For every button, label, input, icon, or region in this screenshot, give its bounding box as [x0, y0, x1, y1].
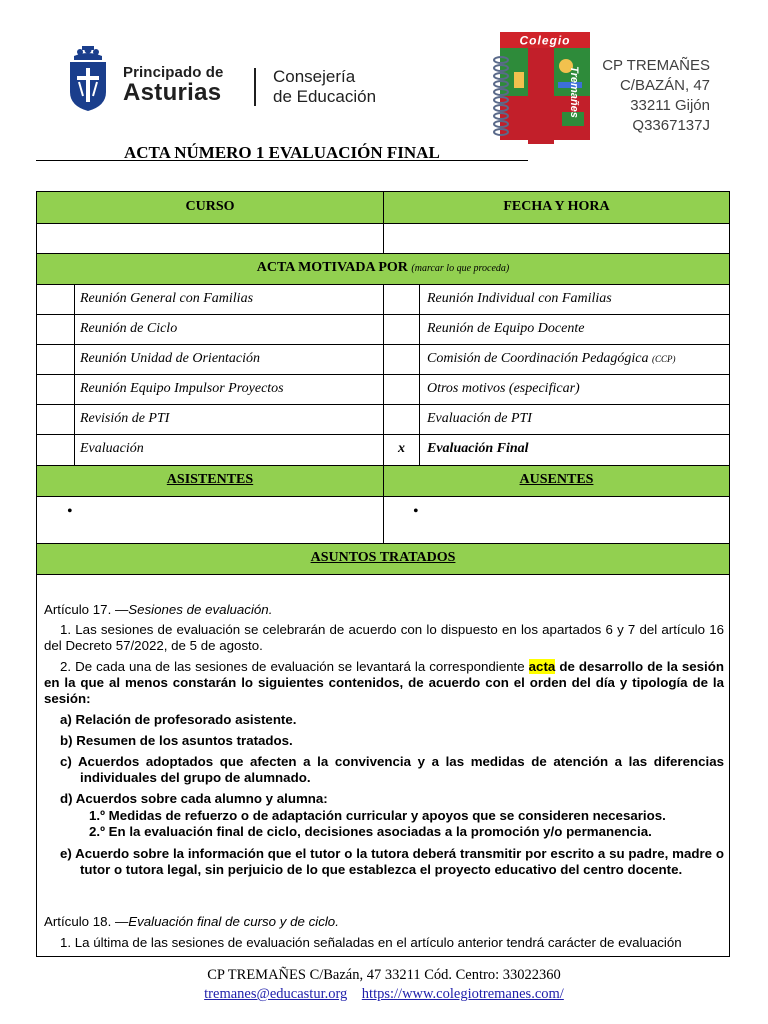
- asturias-logo: [66, 46, 406, 112]
- art17-prefix: Artículo 17. —: [44, 602, 129, 617]
- option-label: Reunión General con Familias: [80, 291, 254, 306]
- curso-label: CURSO: [185, 199, 235, 214]
- fecha-label: FECHA Y HORA: [503, 199, 610, 214]
- art18-title: Evaluación final de curso y de ciclo.: [128, 914, 339, 929]
- item-d: d) Acuerdos sobre cada alumno y alumna:: [60, 791, 328, 806]
- asturias-crest-icon: [66, 46, 110, 112]
- article-17-heading: [44, 602, 724, 618]
- ausentes-label: AUSENTES: [519, 472, 594, 487]
- option-label: Revisión de PTI: [80, 411, 170, 426]
- art17-title: Sesiones de evaluación.: [128, 602, 273, 617]
- school-city: 33211 Gijón: [630, 97, 710, 114]
- item-d2: 2.º En la evaluación final de ciclo, decisiones asociadas a la promoción y/o permanencia.: [89, 824, 652, 839]
- asistentes-label: ASISTENTES: [166, 472, 254, 487]
- paragraph-2: [44, 659, 724, 707]
- option-label: Evaluación de PTI: [427, 411, 532, 426]
- option-label: Comisión de Coordinación Pedagógica: [427, 351, 649, 366]
- school-logo-text: Colegio: [519, 33, 571, 48]
- item-d1: 1.º Medidas de refuerzo o de adaptación curricular y apoyos que se consideren necesarios.: [89, 808, 666, 823]
- option-label: Reunión Unidad de Orientación: [80, 351, 261, 366]
- department-name: [273, 67, 376, 107]
- gov-line1: Principado de: [123, 64, 224, 81]
- footer-links: [0, 985, 768, 1004]
- asuntos-label: ASUNTOS TRATADOS: [310, 550, 456, 565]
- motivada-note: (marcar lo que proceda): [411, 263, 510, 274]
- school-logo: [492, 32, 590, 144]
- footer-website-link[interactable]: https://www.colegiotremanes.com/: [361, 986, 564, 1002]
- ccp-abbrev: (CCP): [652, 354, 676, 364]
- school-cif: Q3367137J: [632, 117, 710, 134]
- option-label: Reunión Individual con Familias: [427, 291, 612, 306]
- option-label-ccp: [427, 344, 676, 374]
- page-title: [36, 144, 528, 161]
- motivada-header: [37, 253, 729, 284]
- article-18-heading: [44, 914, 724, 930]
- page-title-text: ACTA NÚMERO 1 EVALUACIÓN FINAL: [124, 143, 440, 162]
- dept-line2: de Educación: [273, 87, 377, 106]
- acta-form: [36, 191, 730, 957]
- item-e: e) Acuerdo sobre la información que el tutor o la tutora deberá transmitir por escrito a su padre, madre o tutor o tutora legal, sin perjuicio de lo que establezca el proyecto educativo del centro docente.: [60, 846, 724, 877]
- option-label: Otros motivos (especificar): [427, 381, 580, 396]
- option-label: Reunión de Equipo Docente: [427, 321, 585, 336]
- p2-post: de desarrollo de la sesión en la que al menos constarán lo siguientes contenidos, de acuerdo con el orden del día y tipología de la sesión:: [44, 659, 724, 706]
- school-street: C/BAZÁN, 47: [619, 77, 710, 94]
- art18-prefix: Artículo 18. —: [44, 914, 129, 929]
- motivada-label: ACTA MOTIVADA POR: [256, 260, 408, 275]
- footer-email-link[interactable]: tremanes@educastur.org: [204, 986, 348, 1002]
- p2-pre: 2. De cada una de las sesiones de evaluación se levantará la correspondiente: [60, 659, 529, 674]
- dept-line1: Consejería: [273, 67, 356, 86]
- option-checkbox-checked[interactable]: x: [398, 441, 405, 456]
- option-label: Evaluación: [80, 441, 144, 456]
- footer-address: CP TREMAÑES C/Bazán, 47 33211 Cód. Centro: 33022360: [207, 967, 561, 983]
- paragraph-1: 1. Las sesiones de evaluación se celebrarán de acuerdo con lo dispuesto en los apartados 6 y 7 del artículo 16 del Decreto 57/2022, de 5 de agosto.: [44, 622, 724, 653]
- government-name: [123, 65, 224, 105]
- acta-highlight: acta: [528, 659, 556, 674]
- school-logo-name: Tremañes: [568, 66, 580, 118]
- ausentes-bullet[interactable]: •: [413, 503, 419, 520]
- option-label: Reunión de Ciclo: [80, 321, 178, 336]
- item-a: a) Relación de profesorado asistente.: [60, 712, 297, 727]
- item-b: b) Resumen de los asuntos tratados.: [60, 733, 293, 748]
- logo-divider: [254, 68, 256, 106]
- option-label: Reunión Equipo Impulsor Proyectos: [80, 381, 284, 396]
- item-c: c) Acuerdos adoptados que afecten a la convivencia y a las medidas de atención a las diferencias individuales del grupo de alumnado.: [60, 754, 724, 785]
- option-label: Evaluación Final: [427, 441, 529, 456]
- paragraph-3: 1. La última de las sesiones de evaluación señaladas en el artículo anterior tendrá carácter de evaluación: [60, 935, 682, 950]
- gov-line2: Asturias: [123, 79, 222, 106]
- school-name: CP TREMAÑES: [602, 57, 710, 74]
- asistentes-bullet[interactable]: •: [67, 503, 73, 520]
- school-address: [602, 56, 710, 136]
